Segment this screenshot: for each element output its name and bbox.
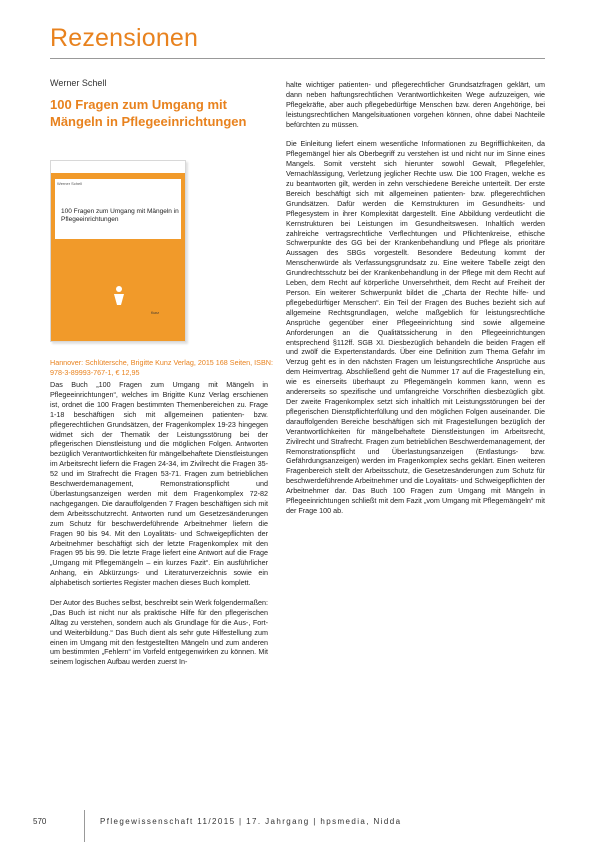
right-paragraph: halte wichtiger patienten- und pflegerechtlicher Grundsatzfragen geklärt, um dann neben haftungsrechtlichen Verantwortlichkeiten Wege aufzuzeigen, wie Pflegekräfte, aber auch pflegebedürftige Menschen bzw. deren Angehörige, bei leistungsrechtlichen Mangelsituationen vorgehen können, ohne dabei Nachteile befürchten zu müssen. [286,80,545,129]
cover-title: 100 Fragen zum Umgang mit Mängeln in Pflegeeinrichtungen [61,208,179,223]
right-column [286,80,545,526]
journal-info: Pflegewissenschaft 11/2015 | 17. Jahrgang | hpsmedia, Nidda [100,817,402,826]
left-paragraph: Der Autor des Buches selbst, beschreibt sein Werk folgendermaßen: „Das Buch ist nicht nur als praktische Hilfe für den pflegerischen Alltag zu verstehen, sondern auch als Grundlage für die Aus-, Fort- und Weiterbildung.“ Das Buch dient als sehr gute Hilfestellung zum einen im Umgang mit den festgestellten Mängeln und zum anderen um bestimmten „Fehlern“ im Vorfeld entgegenwirken zu können. Mit seinem logischen Aufbau werden zuerst In- [50,597,268,667]
page-number: 570 [33,817,47,826]
header-rule [50,58,545,59]
footer-divider [84,810,85,842]
publisher-logo-icon [111,285,127,307]
left-column [50,380,268,677]
cover-publisher: Kunz [151,311,159,315]
review-author: Werner Schell [50,78,107,88]
section-title: Rezensionen [50,24,199,52]
book-title: 100 Fragen zum Umgang mit Mängeln in Pflegeeinrichtungen [50,97,247,129]
book-cover [50,160,186,342]
right-paragraph: Die Einleitung liefert einem wesentliche Informationen zu Begrifflichkeiten, da Pflegemängel hier als Oberbegriff zu verstehen ist und nicht nur im Sinne eines Mangels. Somit versteht sich hierunter sowohl Gewalt, Pflegefehler, Vernachlässigung, Verletzung jeglicher Rechte usw. Die 100 Fragen, welche es zu beantworten gilt, werden in zehn verschiedene Bereiche unterteilt. Der erste Bereich beschäftigt sich mit allgemeinen patienten- bzw. pflegerechtlichen Grundsätzen. Dafür werden die Kernstrukturen im Gesundheits- und Pflegesystem in ihrer Komplexität dargestellt. Eine Abbildung verdeutlicht die Kernstrukturen bei Leistungen im Gesundheitswesen. Inhaltlich werden zahlreiche vertragsrechtliche Verflechtungen und Pflichtenkreise, ethische Schwerpunkte des GG bei der Krankenbehandlung und Pflege als prioritäre Aussagen des SBGs vorgestellt. Besondere Bedeutung kommt der Menschenwürde als Verfassungsgrundsatz zu. Eine weitere Tabelle zeigt den Grundrechtsschutz bei der Krankenbehandlung in der Pflege mit dem Recht auf Leben, dem Recht auf körperliche Unversehrtheit, dem Recht auf Freiheit der Person. Ein weiterer Schwerpunkt bildet die „Charta der Rechte hilfe- und pflegebedürftiger Menschen“. Ein Teil der Fragen des Buches bezieht sich auf allgemeine Rechtsgrundlagen, welche maßgeblich für leistungsrechtliche Ansprüche gegenüber einer Pflegeeinrichtung sind sowie allgemeine Anforderungen an die Qualitätssicherung in den Pflegeeinrichtungen entsprechend §112ff. SGB XI. Diesbezüglich behandeln die beiden Fragen elf und zwölf die Expertenstandards. Über eine Definition zum Thema Gefahr im Verzug geht es in den nächsten Fragen um leistungsrechtliche Ansprüche aus dem Heimvertrag. Abschließend geht die Nummer 17 auf die Fragestellung ein, wie es einerseits überhaupt zu Pflegemängeln kommen kann, wenn es andererseits so spezifische und umfangreiche Vorschriften diesbezüglich gibt. Der zweite Fragenkomplex setzt sich inhaltlich mit Leistungsstörungen bei der pflegerischen Dienstpflichterfüllung und den möglichen Folgen auseinander. Die darauffolgenden Bereiche beschäftigen sich mit Fragestellungen bezüglich der Verantwortlichkeiten für mängelbehaftete Dienstleistungen im Arbeitsrecht, Zivilrecht und Strafrecht. Fragen zum betrieblichen Beschwerdemanagement, der Remonstrationspflicht und Überlastungsanzeigen (Entlastungs- bzw. Gefährdungsanzeigen) werden im Fragenkomplex sechs geklärt. Einen weiteren Fragenbereich stellt der Arbeitsschutz, die Gesetzesänderungen zum Schutz für beschwerdeführende Arbeitnehmer und die Loyalitäts- und Schweigepflichten der Arbeitnehmer dar. Das Buch 100 Fragen zum Umgang mit Mängeln in Pflegeeinrichtungen schließt mit dem Fazit „vom Umgang mit Pflegemängeln“ mit der Frage 100 ab. [286,139,545,515]
left-paragraph: Das Buch „100 Fragen zum Umgang mit Mängeln in Pflegeeinrichtungen“, welches im Brigitte Kunz Verlag erschienen ist, ordnet die 100 Fragen bestimmten Themenbereichen zu. Frage 1-18 beschäftigen sich mit allgemeinen patienten- bzw. pflegerechtlichen Grundsätzen, der Fragenkomplex 19-23 hingegen widmet sich der Thematik der Leistungsstörung bei der pflegerischen Dienstleistung und die möglichen Folgen. Antworten bezüglich Verantwortlichkeiten für mängelbehaftete Dienstleistungen im Arbeitsrecht liefern die Fragen 24-34, im Zivilrecht die Fragen 35-52 und im Strafrecht die Fragen 53-71. Fragen zum betrieblichen Beschwerdemanagement, Remonstrationspflicht und Überlastungsanzeigen werden mit dem Fragenkomplex 72-82 nachgegangen. Die darauffolgenden 7 Fragen beschäftigen sich mit dem Arbeitsschutzrecht. Antworten rund um Gesetzesänderungen zum Schutz für beschwerdeführende Arbeitnehmer liefern die Fragen 90 bis 94. Mit den Loyalitäts- und Schweigepflichten der Arbeitnehmer beschäftigt sich der letzte Fragenkomplex mit den Fragen 95 bis 99. Die letzte Frage liefert eine Antwort auf die Frage „Umgang mit Pflegemängeln – ein kurzes Fazit“. Ein ausführlicher Anhang, ein Abkürzungs- und Literaturverzeichnis sowie ein alphabetisch sortiertes Register machen dieses Buch komplett. [50,380,268,588]
publication-info: Hannover: Schlütersche, Brigitte Kunz Verlag, 2015 168 Seiten, ISBN: 978-3-89993-767-1, € 12,95 [50,358,273,377]
cover-top-band [51,161,185,173]
cover-author: Werner Schell [57,181,83,186]
